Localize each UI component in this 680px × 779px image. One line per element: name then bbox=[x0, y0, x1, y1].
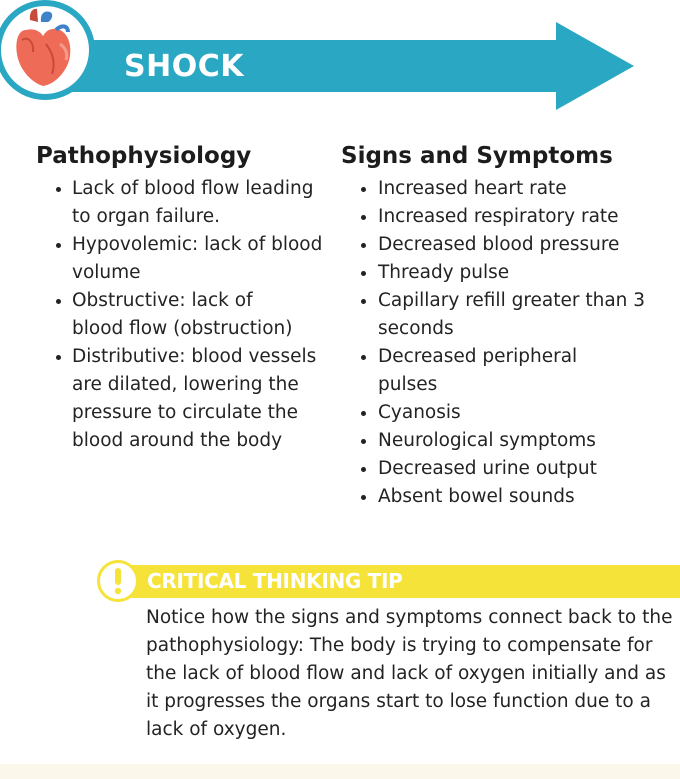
list-item: Neurological symptoms bbox=[341, 427, 671, 455]
list-item: Capillary refill greater than 3 seconds bbox=[341, 287, 671, 343]
list-item: Lack of blood flow leading to organ failure. bbox=[36, 175, 326, 231]
arrow-banner bbox=[0, 0, 680, 125]
list-item: Hypovolemic: lack of blood volume bbox=[36, 231, 326, 287]
pathophysiology-heading: Pathophysiology bbox=[36, 143, 252, 169]
exclamation-icon bbox=[100, 563, 136, 599]
bottom-band bbox=[0, 764, 680, 779]
list-item: Increased heart rate bbox=[341, 175, 671, 203]
page-title: SHOCK bbox=[124, 49, 244, 84]
list-item: Obstructive: lack of blood flow (obstruction) bbox=[36, 287, 326, 343]
tip-title: CRITICAL THINKING TIP bbox=[147, 569, 403, 593]
tip-badge bbox=[97, 560, 139, 602]
header-banner bbox=[0, 0, 680, 125]
signs-symptoms-section bbox=[341, 138, 671, 511]
list-item: Decreased urine output bbox=[341, 455, 671, 483]
list-item: Absent bowel sounds bbox=[341, 483, 671, 511]
list-item: Increased respiratory rate bbox=[341, 203, 671, 231]
pathophysiology-section bbox=[36, 138, 326, 455]
signs-heading: Signs and Symptoms bbox=[341, 143, 613, 169]
list-item: Distributive: blood vessels are dilated, lowering the pressure to circulate the blood around the body bbox=[36, 343, 326, 455]
list-item: Cyanosis bbox=[341, 399, 671, 427]
pathophysiology-list bbox=[36, 175, 326, 455]
list-item: Decreased peripheral pulses bbox=[341, 343, 671, 399]
signs-list bbox=[341, 175, 671, 511]
list-item: Thready pulse bbox=[341, 259, 671, 287]
tip-text: Notice how the signs and symptoms connect back to the pathophysiology: The body is trying to compensate for the lack of blood flow and lack of oxygen initially and as it progresses the organs start to lose function due to a lack of oxygen. bbox=[146, 607, 673, 740]
list-item: Decreased blood pressure bbox=[341, 231, 671, 259]
